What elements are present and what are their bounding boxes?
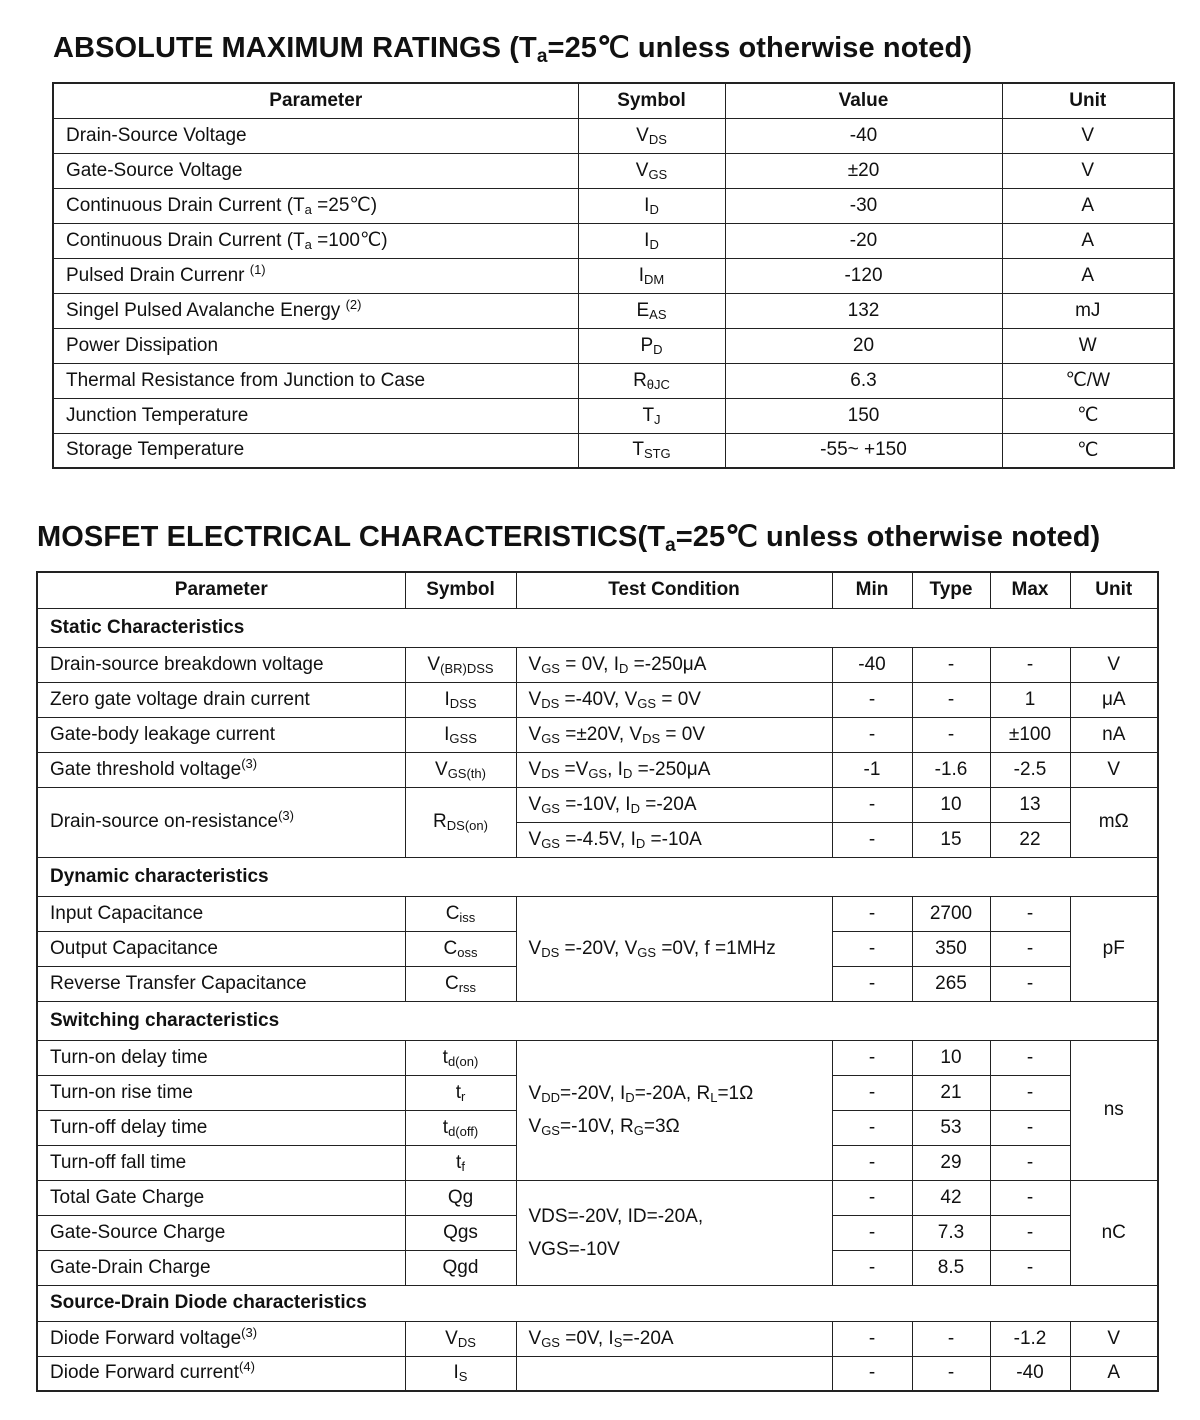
max-cell: -	[990, 896, 1070, 931]
section-dynamic: Dynamic characteristics	[37, 857, 1158, 896]
param-cell: Output Capacitance	[37, 931, 405, 966]
type-cell: 8.5	[912, 1250, 990, 1285]
unit-cell: A	[1002, 188, 1174, 223]
symbol-cell: $V_{GS}$	[578, 153, 725, 188]
max-cell: -	[990, 1040, 1070, 1075]
symbol-cell: $I_{DM}$	[578, 258, 725, 293]
condition-cell	[516, 1356, 832, 1391]
min-cell: -	[832, 1075, 912, 1110]
symbol-cell: $T_{STG}$	[578, 433, 725, 468]
symbol-cell: $E_{AS}$	[578, 293, 725, 328]
unit-cell: mΩ	[1070, 787, 1158, 857]
condition-cell: $V_{GS} =\pm 20V$, $V_{DS} = 0V$	[516, 717, 832, 752]
max-cell: -	[990, 1215, 1070, 1250]
absolute-max-ratings-table	[52, 82, 1175, 469]
condition-cell: $V_{DS} =-20V$, $V_{GS} =0V$, f =1MHz	[516, 896, 832, 1001]
symbol-cell: Qgs	[405, 1215, 516, 1250]
symbol-cell: $I_{DSS}$	[405, 682, 516, 717]
symbol-cell: $I_{GSS}$	[405, 717, 516, 752]
max-cell: -	[990, 1110, 1070, 1145]
condition-cell: $V_{DS} =V_{GS}$, $I_D =-250\mu A$	[516, 752, 832, 787]
unit-cell: A	[1002, 258, 1174, 293]
section-switching: Switching characteristics	[37, 1001, 1158, 1040]
table-row	[37, 896, 1158, 931]
unit-cell: V	[1070, 1321, 1158, 1356]
condition-cell: $V_{GS} =0V$, $I_S=-20A$	[516, 1321, 832, 1356]
symbol-cell: $t_{d(off)}$	[405, 1110, 516, 1145]
symbol-cell: $V_{GS(th)}$	[405, 752, 516, 787]
param-cell: Gate-Source Voltage	[53, 153, 578, 188]
max-cell: 1	[990, 682, 1070, 717]
param-cell: Continuous Drain Current ($T_a$ =25℃)	[53, 188, 578, 223]
condition-line: VDS=-20V, ID=-20A,	[528, 1205, 704, 1227]
type-cell: -1.6	[912, 752, 990, 787]
section-row	[37, 1285, 1158, 1321]
max-cell: -	[990, 647, 1070, 682]
unit-cell: mJ	[1002, 293, 1174, 328]
param-cell: Pulsed Drain Currenr $^{(1)}$	[53, 258, 578, 293]
type-cell: 15	[912, 822, 990, 857]
table-row	[53, 328, 1174, 363]
min-cell: -	[832, 1250, 912, 1285]
param-cell: Turn-on delay time	[37, 1040, 405, 1075]
table-row	[53, 433, 1174, 468]
condition-cell	[516, 1040, 832, 1180]
type-cell: 2700	[912, 896, 990, 931]
param-cell: Singel Pulsed Avalanche Energy $^{(2)}$	[53, 293, 578, 328]
param-cell: Gate threshold voltage$^{(3)}$	[37, 752, 405, 787]
condition-cell	[516, 1180, 832, 1285]
table-row	[53, 118, 1174, 153]
header-parameter: Parameter	[37, 572, 405, 608]
value-cell: -55~ +150	[725, 433, 1002, 468]
header-test-condition: Test Condition	[516, 572, 832, 608]
header-parameter: Parameter	[53, 83, 578, 118]
param-cell: Thermal Resistance from Junction to Case	[53, 363, 578, 398]
header-value: Value	[725, 83, 1002, 118]
param-cell: Diode Forward current$^{(4)}$	[37, 1356, 405, 1391]
type-cell: 265	[912, 966, 990, 1001]
table-row	[53, 188, 1174, 223]
unit-cell: μA	[1070, 682, 1158, 717]
symbol-cell: $I_D$	[578, 223, 725, 258]
unit-cell: ns	[1070, 1040, 1158, 1180]
type-cell: 53	[912, 1110, 990, 1145]
symbol-cell: $V_{DS}$	[578, 118, 725, 153]
min-cell: -	[832, 896, 912, 931]
table-row	[37, 717, 1158, 752]
unit-cell: ℃	[1002, 433, 1174, 468]
symbol-cell: $C_{rss}$	[405, 966, 516, 1001]
table-row	[53, 223, 1174, 258]
table-row	[37, 787, 1158, 822]
table-row	[37, 1321, 1158, 1356]
unit-cell: W	[1002, 328, 1174, 363]
table-row	[37, 1040, 1158, 1075]
electrical-characteristics-title: MOSFET ELECTRICAL $CHARACTERISTICS(T_a=25℃$ unless otherwise noted)	[37, 521, 1101, 556]
section-diode: Source-Drain Diode characteristics	[37, 1285, 1158, 1321]
param-cell: Turn-off delay time	[37, 1110, 405, 1145]
min-cell: -	[832, 1040, 912, 1075]
value-cell: -30	[725, 188, 1002, 223]
header-unit: Unit	[1070, 572, 1158, 608]
param-cell: Gate-Source Charge	[37, 1215, 405, 1250]
min-cell: -	[832, 717, 912, 752]
min-cell: -	[832, 1215, 912, 1250]
section-row	[37, 608, 1158, 647]
type-cell: 21	[912, 1075, 990, 1110]
unit-cell: V	[1002, 118, 1174, 153]
value-cell: ±20	[725, 153, 1002, 188]
table-header-row	[37, 572, 1158, 608]
min-cell: -	[832, 822, 912, 857]
param-cell: Diode Forward voltage$^{(3)}$	[37, 1321, 405, 1356]
condition-cell: $V_{GS} = 0V$, $I_D =-250\mu A$	[516, 647, 832, 682]
table-row	[37, 647, 1158, 682]
param-cell: Total Gate Charge	[37, 1180, 405, 1215]
header-min: Min	[832, 572, 912, 608]
symbol-cell: Qg	[405, 1180, 516, 1215]
unit-cell: nA	[1070, 717, 1158, 752]
symbol-cell: $R_{DS(on)}$	[405, 787, 516, 857]
table-row	[53, 153, 1174, 188]
table-row	[53, 293, 1174, 328]
symbol-cell: $V_{(BR)DSS}$	[405, 647, 516, 682]
value-cell: 6.3	[725, 363, 1002, 398]
table-row	[37, 752, 1158, 787]
symbol-cell: $C_{oss}$	[405, 931, 516, 966]
table-row	[53, 363, 1174, 398]
max-cell: -	[990, 1180, 1070, 1215]
param-cell: Zero gate voltage drain current	[37, 682, 405, 717]
max-cell: 22	[990, 822, 1070, 857]
symbol-cell: $P_D$	[578, 328, 725, 363]
min-cell: -	[832, 787, 912, 822]
min-cell: -40	[832, 647, 912, 682]
type-cell: 42	[912, 1180, 990, 1215]
value-cell: -40	[725, 118, 1002, 153]
symbol-cell: $T_J$	[578, 398, 725, 433]
param-cell: Power Dissipation	[53, 328, 578, 363]
header-symbol: Symbol	[578, 83, 725, 118]
type-cell: -	[912, 1356, 990, 1391]
unit-cell: A	[1070, 1356, 1158, 1391]
unit-cell: V	[1002, 153, 1174, 188]
type-cell: -	[912, 682, 990, 717]
type-cell: 7.3	[912, 1215, 990, 1250]
header-unit: Unit	[1002, 83, 1174, 118]
condition-cell: $V_{DS} =-40V$, $V_{GS} = 0V$	[516, 682, 832, 717]
min-cell: -	[832, 682, 912, 717]
table-row	[53, 258, 1174, 293]
value-cell: 150	[725, 398, 1002, 433]
table-row	[53, 398, 1174, 433]
type-cell: 10	[912, 787, 990, 822]
unit-cell: ℃/W	[1002, 363, 1174, 398]
param-cell: Input Capacitance	[37, 896, 405, 931]
value-cell: -120	[725, 258, 1002, 293]
unit-cell: ℃	[1002, 398, 1174, 433]
value-cell: 132	[725, 293, 1002, 328]
condition-line: $V_{GS}=-10V$, $R_G=3\Omega$	[528, 1116, 680, 1138]
param-cell: Reverse Transfer Capacitance	[37, 966, 405, 1001]
type-cell: 350	[912, 931, 990, 966]
max-cell: -	[990, 1145, 1070, 1180]
max-cell: ±100	[990, 717, 1070, 752]
param-cell: Gate-Drain Charge	[37, 1250, 405, 1285]
param-cell: Drain-source on-resistance$^{(3)}$	[37, 787, 405, 857]
type-cell: -	[912, 1321, 990, 1356]
param-cell: Drain-Source Voltage	[53, 118, 578, 153]
section-row	[37, 857, 1158, 896]
param-cell: Continuous Drain Current ($T_a$ =100℃)	[53, 223, 578, 258]
unit-cell: nC	[1070, 1180, 1158, 1285]
table-row	[37, 1180, 1158, 1215]
table-header-row	[53, 83, 1174, 118]
min-cell: -	[832, 1110, 912, 1145]
unit-cell: A	[1002, 223, 1174, 258]
type-cell: 29	[912, 1145, 990, 1180]
symbol-cell: $t_r$	[405, 1075, 516, 1110]
param-cell: Gate-body leakage current	[37, 717, 405, 752]
electrical-characteristics-table	[36, 571, 1159, 1392]
table-row	[37, 682, 1158, 717]
unit-cell: pF	[1070, 896, 1158, 1001]
param-cell: Junction Temperature	[53, 398, 578, 433]
symbol-cell: $V_{DS}$	[405, 1321, 516, 1356]
type-cell: -	[912, 717, 990, 752]
section-static: Static Characteristics	[37, 608, 1158, 647]
min-cell: -	[832, 1145, 912, 1180]
type-cell: 10	[912, 1040, 990, 1075]
absolute-max-ratings-title: ABSOLUTE MAXIMUM RATINGS ($T_a=25℃$ unless otherwise noted)	[53, 32, 973, 67]
condition-cell: $V_{GS} =-4.5V$, $I_D =-10A$	[516, 822, 832, 857]
max-cell: -40	[990, 1356, 1070, 1391]
min-cell: -	[832, 1180, 912, 1215]
type-cell: -	[912, 647, 990, 682]
max-cell: -	[990, 931, 1070, 966]
condition-line: VGS=-10V	[528, 1238, 620, 1260]
max-cell: -2.5	[990, 752, 1070, 787]
unit-cell: V	[1070, 752, 1158, 787]
symbol-cell: $t_f$	[405, 1145, 516, 1180]
param-cell: Turn-off fall time	[37, 1145, 405, 1180]
min-cell: -	[832, 966, 912, 1001]
condition-cell: $V_{GS} =-10V$, $I_D =-20A$	[516, 787, 832, 822]
min-cell: -	[832, 1321, 912, 1356]
symbol-cell: $R_{\theta JC}$	[578, 363, 725, 398]
min-cell: -1	[832, 752, 912, 787]
min-cell: -	[832, 1356, 912, 1391]
header-max: Max	[990, 572, 1070, 608]
value-cell: 20	[725, 328, 1002, 363]
param-cell: Drain-source breakdown voltage	[37, 647, 405, 682]
symbol-cell: $t_{d(on)}$	[405, 1040, 516, 1075]
section-row	[37, 1001, 1158, 1040]
min-cell: -	[832, 931, 912, 966]
max-cell: -	[990, 1075, 1070, 1110]
table-row	[37, 1356, 1158, 1391]
max-cell: -1.2	[990, 1321, 1070, 1356]
symbol-cell: $I_S$	[405, 1356, 516, 1391]
symbol-cell: $C_{iss}$	[405, 896, 516, 931]
value-cell: -20	[725, 223, 1002, 258]
unit-cell: V	[1070, 647, 1158, 682]
max-cell: -	[990, 966, 1070, 1001]
param-cell: Storage Temperature	[53, 433, 578, 468]
symbol-cell: Qgd	[405, 1250, 516, 1285]
symbol-cell: $I_D$	[578, 188, 725, 223]
max-cell: -	[990, 1250, 1070, 1285]
max-cell: 13	[990, 787, 1070, 822]
header-type: Type	[912, 572, 990, 608]
param-cell: Turn-on rise time	[37, 1075, 405, 1110]
header-symbol: Symbol	[405, 572, 516, 608]
condition-line: $V_{DD}=-20V$, $I_D=-20A$, $R_L=1\Omega$	[528, 1083, 754, 1105]
